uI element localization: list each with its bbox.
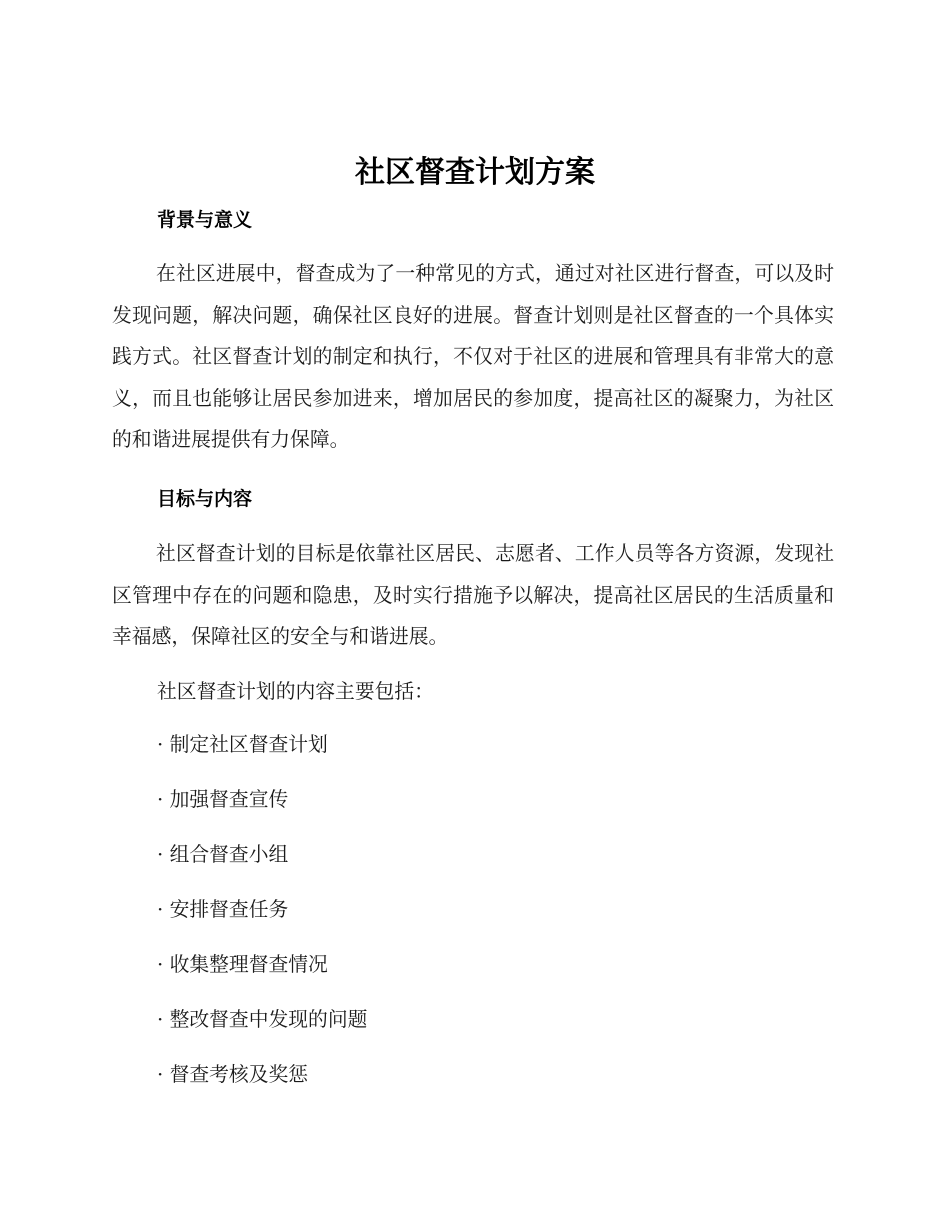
list-item: · 安排督查任务 bbox=[157, 898, 289, 921]
list-item: · 督查考核及奖惩 bbox=[157, 1063, 309, 1086]
document-title: 社区督查计划方案 bbox=[355, 155, 595, 190]
list-item: · 整改督查中发现的问题 bbox=[157, 1008, 368, 1031]
content-list bbox=[157, 730, 367, 1115]
list-item: · 收集整理督查情况 bbox=[157, 953, 328, 976]
list-item: · 加强督查宣传 bbox=[157, 788, 289, 811]
list-item: · 制定社区督查计划 bbox=[157, 733, 328, 756]
section-paragraph-background: 在社区进展中，督查成为了一种常见的方式，通过对社区进行督查，可以及时发现问题，解决问题，确保社区良好的进展。督查计划则是社区督查的一个具体实践方式。社区督查计划的制定和执行，不仅对于社区的进展和管理具有非常大的意义，而且也能够让居民参加进来，增加居民的参加度，提高社区的凝聚力，为社区的和谐进展提供有力保障。 bbox=[112, 262, 834, 451]
list-intro: 社区督查计划的内容主要包括： bbox=[157, 680, 434, 703]
section-heading-background: 背景与意义 bbox=[157, 209, 253, 231]
list-item: · 组合督查小组 bbox=[157, 843, 289, 866]
section-heading-goals: 目标与内容 bbox=[157, 488, 253, 510]
section-paragraph-goals: 社区督查计划的目标是依靠社区居民、志愿者、工作人员等各方资源，发现社区管理中存在的问题和隐患，及时实行措施予以解决，提高社区居民的生活质量和幸福感，保障社区的安全与和谐进展。 bbox=[112, 542, 834, 648]
